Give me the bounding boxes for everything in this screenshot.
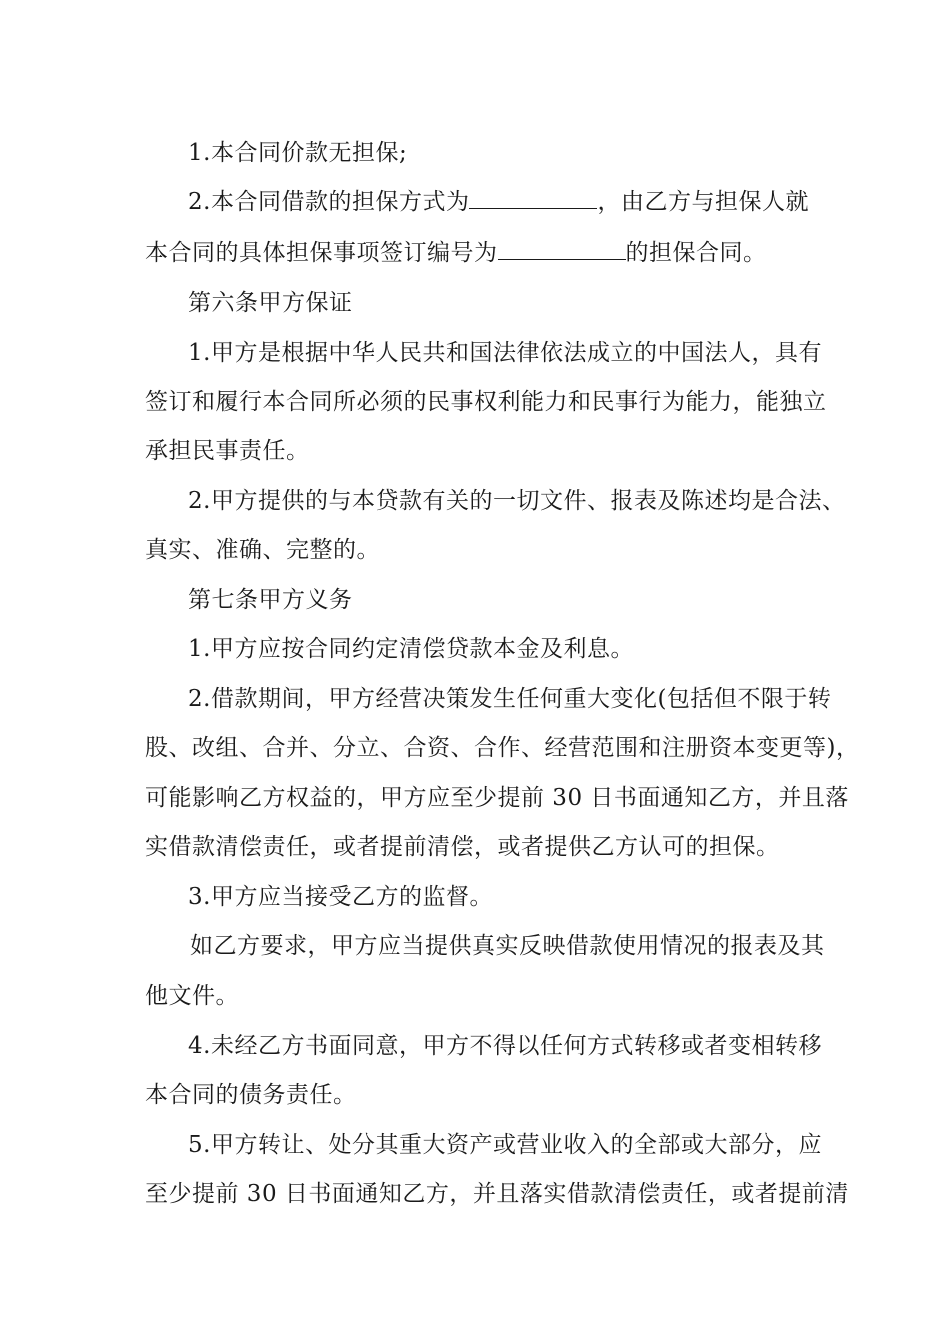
text-line: 承担民事责任。 <box>145 438 310 464</box>
text-line: 他文件。 <box>145 983 239 1009</box>
article-6-item-1-cont <box>145 387 827 417</box>
text-line: ，由乙方与担保人就 <box>597 189 809 215</box>
article-7-item-3-detail-cont <box>145 981 239 1011</box>
clause-5-item-1 <box>188 138 407 168</box>
text-line: 2.本合同借款的担保方式为 <box>188 189 470 215</box>
clause-5-item-2 <box>188 186 809 217</box>
article-6-item-1 <box>188 338 822 368</box>
text-line: 1.甲方是根据中华人民共和国法律依法成立的中国法人，具有 <box>188 340 822 366</box>
text-line: 的担保合同。 <box>625 240 767 266</box>
article-7-item-3 <box>188 882 493 912</box>
article-6-heading <box>188 288 353 318</box>
text-line: 3.甲方应当接受乙方的监督。 <box>188 884 493 910</box>
text-line: 如乙方要求，甲方应当提供真实反映借款使用情况的报表及其 <box>190 933 825 959</box>
section-heading: 第七条甲方义务 <box>188 587 353 613</box>
text-line: 可能影响乙方权益的，甲方应至少提前 30 日书面通知乙方，并且落 <box>145 785 849 811</box>
text-line: 5.甲方转让、处分其重大资产或营业收入的全部或大部分，应 <box>188 1132 822 1158</box>
article-6-item-2-cont <box>145 535 380 565</box>
text-line: 本合同的具体担保事项签订编号为 <box>145 240 498 266</box>
text-line: 真实、准确、完整的。 <box>145 537 380 563</box>
text-line: 本合同的债务责任。 <box>145 1082 357 1108</box>
article-6-item-1-cont <box>145 436 310 466</box>
blank-contract-number <box>498 237 626 260</box>
article-7-item-5 <box>188 1130 822 1160</box>
clause-5-item-2-cont <box>145 237 767 268</box>
text-line: 2.借款期间，甲方经营决策发生任何重大变化(包括但不限于转 <box>188 686 832 712</box>
blank-guarantee-method <box>469 186 597 209</box>
article-7-item-3-detail <box>190 931 825 961</box>
article-7-heading <box>188 585 353 615</box>
article-7-item-4-cont <box>145 1080 357 1110</box>
article-7-item-1 <box>188 634 634 664</box>
article-7-item-2-cont <box>145 733 859 763</box>
article-7-item-4 <box>188 1031 822 1061</box>
text-line: 2.甲方提供的与本贷款有关的一切文件、报表及陈述均是合法、 <box>188 488 846 514</box>
section-heading: 第六条甲方保证 <box>188 290 353 316</box>
text-line: 至少提前 30 日书面通知乙方，并且落实借款清偿责任，或者提前清 <box>145 1181 849 1207</box>
text-line: 1.本合同价款无担保; <box>188 140 408 166</box>
text-line: 实借款清偿责任，或者提前清偿，或者提供乙方认可的担保。 <box>145 834 780 860</box>
text-line: 股、改组、合并、分立、合资、合作、经营范围和注册资本变更等)， <box>145 735 860 761</box>
article-7-item-2 <box>188 684 831 714</box>
article-6-item-2 <box>188 486 845 516</box>
article-7-item-2-cont <box>145 783 849 813</box>
article-7-item-5-cont <box>145 1179 849 1209</box>
text-line: 1.甲方应按合同约定清偿贷款本金及利息。 <box>188 636 634 662</box>
article-7-item-2-cont <box>145 832 780 862</box>
text-line: 4.未经乙方书面同意，甲方不得以任何方式转移或者变相转移 <box>188 1033 822 1059</box>
text-line: 签订和履行本合同所必须的民事权利能力和民事行为能力，能独立 <box>145 389 827 415</box>
